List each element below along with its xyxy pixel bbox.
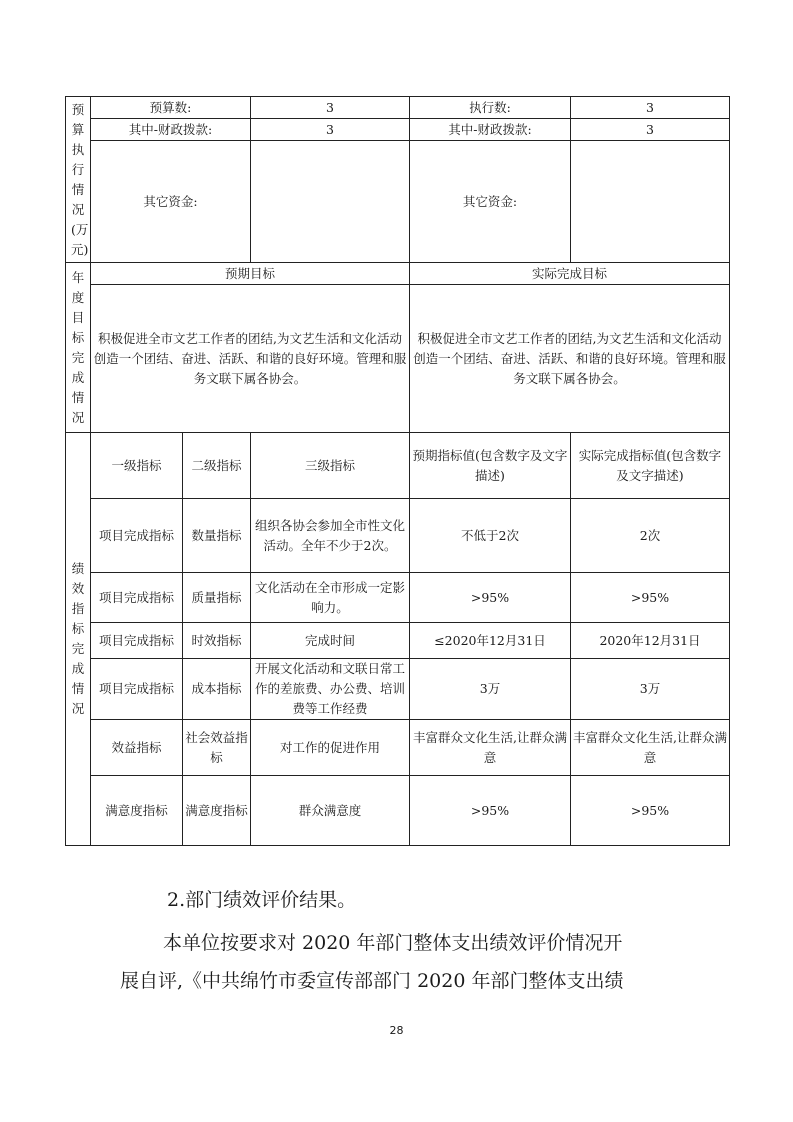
row-level1: 项目完成指标: [91, 623, 183, 659]
row-level2: 社会效益指标: [183, 720, 251, 776]
col-header-level3: 三级指标: [251, 433, 410, 499]
annual-goal-label: 年度目标完成情况: [66, 263, 91, 433]
expected-goal-header: 预期目标: [91, 263, 410, 285]
paragraph-line: 展自评,《中共绵竹市委宣传部部门 2020 年部门整体支出绩: [120, 970, 624, 992]
budget-execution-label: 预算执行情况(万元): [66, 97, 91, 263]
performance-label: 绩效指标完成情况: [66, 433, 91, 846]
row-level1: 项目完成指标: [91, 573, 183, 623]
page-number: 28: [389, 1024, 404, 1037]
table-row: [66, 776, 730, 846]
budget-count-value: 3: [251, 97, 410, 119]
row-actual: >95%: [571, 573, 730, 623]
row-level3: 完成时间: [251, 623, 410, 659]
table-row: [66, 720, 730, 776]
row-expected: 丰富群众文化生活,让群众满意: [410, 720, 571, 776]
row-expected: 不低于2次: [410, 499, 571, 573]
row-actual: 3万: [571, 659, 730, 720]
fiscal-exec-value: 3: [571, 119, 730, 141]
col-header-actual: 实际完成指标值(包含数字及文字描述): [571, 433, 730, 499]
row-actual: 2次: [571, 499, 730, 573]
row-expected: >95%: [410, 776, 571, 846]
budget-count-label: 预算数:: [91, 97, 251, 119]
col-header-level2: 二级指标: [183, 433, 251, 499]
col-header-expected: 预期指标值(包含数字及文字描述): [410, 433, 571, 499]
row-level1: 项目完成指标: [91, 499, 183, 573]
row-level2: 数量指标: [183, 499, 251, 573]
row-level1: 满意度指标: [91, 776, 183, 846]
row-actual: 2020年12月31日: [571, 623, 730, 659]
row-level3: 文化活动在全市形成一定影响力。: [251, 573, 410, 623]
fiscal-value: 3: [251, 119, 410, 141]
performance-table: [65, 96, 730, 846]
actual-goal-header: 实际完成目标: [410, 263, 730, 285]
row-level1: 效益指标: [91, 720, 183, 776]
table-row: [66, 573, 730, 623]
paragraph-line: 本单位按要求对 2020 年部门整体支出绩效评价情况开: [163, 932, 623, 954]
row-expected: 3万: [410, 659, 571, 720]
row-level2: 时效指标: [183, 623, 251, 659]
row-level2: 质量指标: [183, 573, 251, 623]
row-level2: 满意度指标: [183, 776, 251, 846]
row-level3: 群众满意度: [251, 776, 410, 846]
other-funds-label: 其它资金:: [91, 141, 251, 263]
expected-goal-text: 积极促进全市文艺工作者的团结,为文艺生活和文化活动创造一个团结、奋进、活跃、和谐的良好环境。管理和服务文联下属各协会。: [91, 285, 410, 433]
row-level3: 组织各协会参加全市性文化活动。全年不少于2次。: [251, 499, 410, 573]
row-level3: 开展文化活动和文联日常工作的差旅费、办公费、培训费等工作经费: [251, 659, 410, 720]
row-level2: 成本指标: [183, 659, 251, 720]
table-row: [66, 623, 730, 659]
exec-count-label: 执行数:: [410, 97, 571, 119]
other-funds-value: [251, 141, 410, 263]
other-funds-exec-label: 其它资金:: [410, 141, 571, 263]
fiscal-exec-label: 其中-财政拨款:: [410, 119, 571, 141]
fiscal-label: 其中-财政拨款:: [91, 119, 251, 141]
section-heading: 2.部门绩效评价结果。: [167, 889, 357, 911]
table-row: [66, 659, 730, 720]
table-row: [66, 499, 730, 573]
row-level3: 对工作的促进作用: [251, 720, 410, 776]
actual-goal-text: 积极促进全市文艺工作者的团结,为文艺生活和文化活动创造一个团结、奋进、活跃、和谐的良好环境。管理和服务文联下属各协会。: [410, 285, 730, 433]
col-header-level1: 一级指标: [91, 433, 183, 499]
other-funds-exec-value: [571, 141, 730, 263]
row-actual: >95%: [571, 776, 730, 846]
exec-count-value: 3: [571, 97, 730, 119]
row-expected: ≤2020年12月31日: [410, 623, 571, 659]
row-actual: 丰富群众文化生活,让群众满意: [571, 720, 730, 776]
row-expected: >95%: [410, 573, 571, 623]
row-level1: 项目完成指标: [91, 659, 183, 720]
